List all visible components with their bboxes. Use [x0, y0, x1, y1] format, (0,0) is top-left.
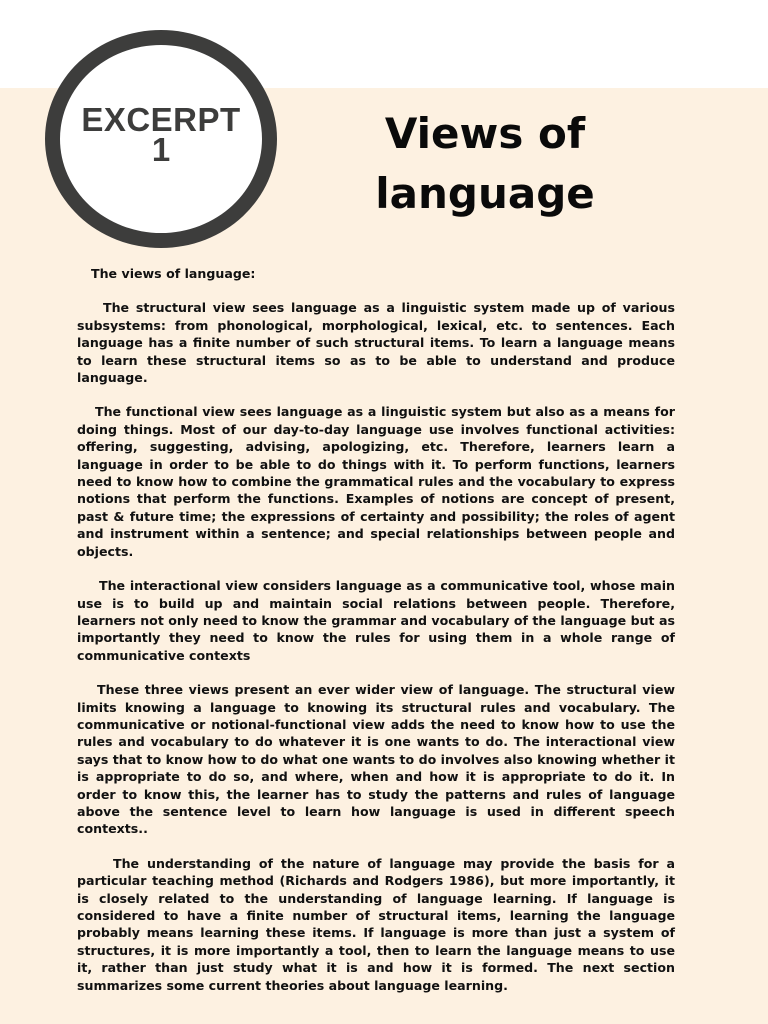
page-title-line-1: Views of: [384, 109, 586, 158]
page-title-line-2: language: [375, 169, 595, 218]
excerpt-badge-number: 1: [151, 131, 171, 168]
paragraph-three-views: These three views present an ever wider view of language. The structural view limits knowing a language to knowing its structural rules and vocabulary. The communicative or notional-functional view adds the need to know how to use the rules and vocabulary to do whatever it is one wants to do. The interactional view says that to know how to do what one wants to do involves also knowing whether it is appropriate to do so, and where, when and how it is appropriate to do it. In order to know this, the learner has to study the patterns and rules of language above the sentence level to learn how language is used in different speech contexts..: [77, 682, 675, 837]
paragraph-structural-view: The structural view sees language as a linguistic system made up of various subsystems: from phonological, morphological, lexical, etc. to sentences. Each language has a finite number of such structural items. To learn a language means to learn these structural items so as to be able to understand and produce language.: [77, 300, 675, 386]
body-text: [77, 265, 675, 1011]
page-title: [330, 104, 640, 224]
paragraph-functional-view: The functional view sees language as a linguistic system but also as a means for doing things. Most of our day-to-day language use involves functional activities: offering, suggesting, advising, apologizing, etc. Therefore, learners learn a language in order to be able to do things with it. To perform functions, learners need to know how to combine the grammatical rules and the vocabulary to express notions that perform the functions. Examples of notions are concept of present, past & future time; the expressions of certainty and possibility; the roles of agent and instrument within a sentence; and special relationships between people and objects.: [77, 404, 675, 559]
section-subheading: The views of language:: [91, 266, 256, 281]
paragraph-interactional-view: The interactional view considers language as a communicative tool, whose main use is to build up and maintain social relations between people. Therefore, learners not only need to know the grammar and vocabulary of the language but as importantly they need to know the rules for using them in a whole range of communicative contexts: [77, 578, 675, 663]
paragraph-understanding: The understanding of the nature of language may provide the basis for a particular teaching method (Richards and Rodgers 1986), but more importantly, it is closely related to the understanding of language learning. If language is considered to have a finite number of structural items, learning the language probably means learning these items. If language is more than just a system of structures, it is more importantly a tool, then to learn the language means to use it, rather than just study what it is and how it is formed. The next section summarizes some current theories about language learning.: [77, 855, 675, 993]
excerpt-badge-word: EXCERPT: [81, 101, 241, 138]
excerpt-badge: [45, 30, 277, 248]
